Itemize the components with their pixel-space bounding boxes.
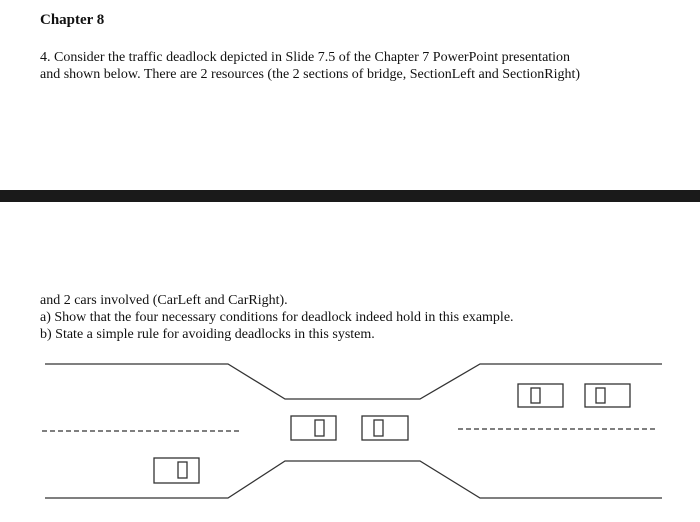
bridge-deadlock-diagram <box>0 355 700 515</box>
question-continued <box>40 292 514 343</box>
question-intro-line: and shown below. There are 2 resources (the 2 sections of bridge, SectionLeft and SectionRight) <box>40 67 581 82</box>
car-on-section-right <box>362 416 408 440</box>
slide-divider-bar <box>0 190 700 202</box>
question-part-b: b) State a simple rule for avoiding deadlocks in this system. <box>40 327 375 342</box>
car-right-queued <box>518 384 563 407</box>
chapter-heading: Chapter 8 <box>40 12 105 28</box>
car-left-queued <box>154 458 199 483</box>
question-intro <box>40 49 580 83</box>
road-bottom-edge <box>45 461 662 498</box>
road-top-edge <box>45 364 662 399</box>
car-right-queued <box>585 384 630 407</box>
question-intro-line: 4. Consider the traffic deadlock depicted in Slide 7.5 of the Chapter 7 PowerPoint presentation <box>40 50 571 65</box>
question-continued-line: and 2 cars involved (CarLeft and CarRight). <box>40 293 288 308</box>
car-on-section-left <box>291 416 336 440</box>
question-part-a: a) Show that the four necessary conditions for deadlock indeed hold in this example. <box>40 310 514 325</box>
